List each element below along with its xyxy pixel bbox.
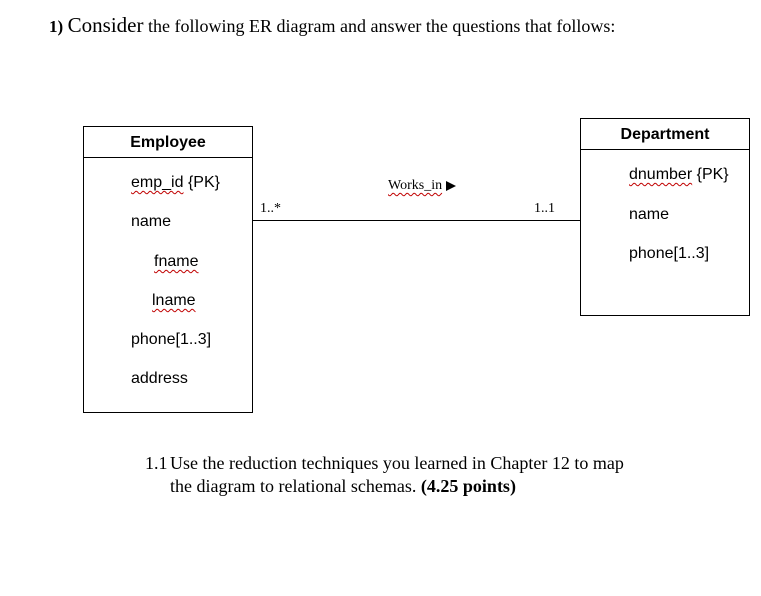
department-entity-name: Department: [581, 119, 749, 150]
question-heading: [49, 13, 615, 38]
employee-entity-name: Employee: [84, 127, 252, 158]
sub-question-text-2: the diagram to relational schemas.: [170, 476, 417, 496]
works-in-text: Works_in: [388, 178, 443, 193]
department-attr-phone: phone[1..3]: [629, 245, 710, 262]
department-attr-dnumber: [629, 166, 729, 184]
sub-question-points: (4.25 points): [420, 476, 516, 496]
department-multiplicity: 1..1: [534, 201, 555, 216]
emp-id-text: emp_id: [131, 174, 184, 191]
sub-question-number: 1.1: [145, 453, 168, 473]
employee-attr-address: address: [131, 370, 188, 387]
direction-arrow-icon: [446, 181, 456, 191]
question-number: 1): [49, 17, 64, 36]
works-in-relationship-line: [253, 220, 580, 221]
employee-attr-lname: lname: [152, 292, 196, 309]
employee-attr-phone: phone[1..3]: [131, 331, 212, 348]
sub-question-text-1: Use the reduction techniques you learned in Chapter 12 to map: [170, 453, 624, 473]
question-lead-word: Consider: [67, 13, 144, 37]
sub-question-line-1: [145, 452, 624, 475]
department-attr-name: name: [629, 206, 670, 223]
dnumber-pk: {PK}: [696, 166, 729, 183]
employee-attr-name: name: [131, 213, 172, 230]
employee-attr-emp-id: [131, 174, 220, 192]
employee-entity: [83, 126, 253, 413]
question-text: the following ER diagram and answer the questions that follows:: [148, 16, 616, 36]
dnumber-text: dnumber: [629, 166, 693, 183]
sub-question-line-2: [145, 475, 624, 498]
emp-id-pk: {PK}: [187, 174, 220, 191]
employee-attr-fname: fname: [154, 253, 199, 270]
sub-question: [145, 452, 624, 498]
department-entity: [580, 118, 750, 316]
employee-multiplicity: 1..*: [260, 201, 281, 216]
works-in-label: [388, 178, 456, 194]
